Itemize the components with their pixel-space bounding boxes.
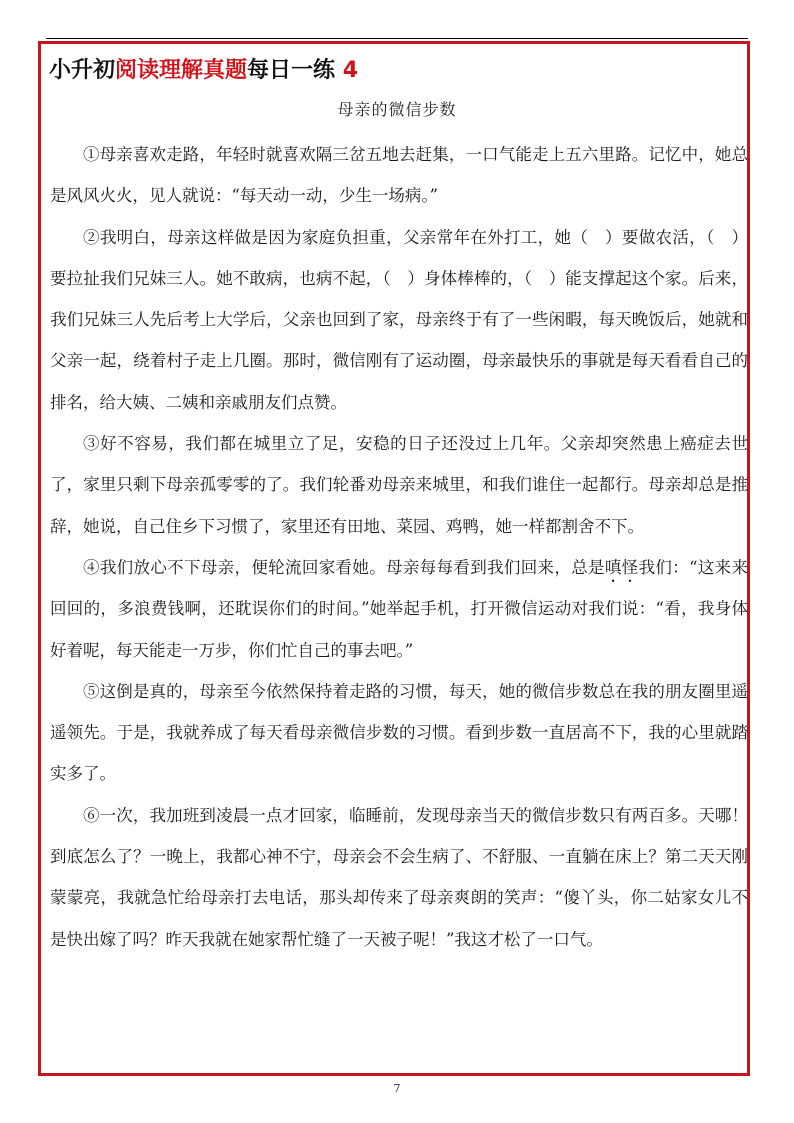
page-number: 7	[393, 1082, 401, 1095]
header-part-2: 阅读理解真题	[115, 58, 248, 83]
paragraph-2: ②我明白，母亲这样做是因为家庭负担重，父亲常年在外打工，她（ ）要做农活，（ ）要拉扯我们兄妹三人。她不敢病，也病不起，（ ）身体棒棒的，（ ）能支撑起这个家。后来，我们兄妹三人先后考上大学后，父亲也回到了家，母亲终于有了一些闲暇，每天晚饭后，她就和父亲一起，绕着村子走上几圈。那时，微信刚有了运动圈，母亲最快乐的事就是每天看看自己的排名，给大姨、二姨和亲戚朋友们点赞。	[50, 227, 748, 412]
article-title: 母亲的微信步数	[337, 100, 457, 119]
paragraph-6: ⑥一次，我加班到凌晨一点才回家，临睡前，发现母亲当天的微信步数只有两百多。天哪！到底怎么了？一晚上，我都心神不宁，母亲会不会生病了、不舒服、一直躺在床上？第二天天刚蒙蒙亮，我就急忙给母亲打去电话，那头却传来了母亲爽朗的笑声：“傻丫头，你二姑家女儿不是快出嫁了吗？昨天我就在她家帮忙缝了一天被子呢！”我这才松了一口气。	[50, 805, 748, 949]
paragraph-3: ③好不容易，我们都在城里立了足，安稳的日子还没过上几年。父亲却突然患上癌症去世了，家里只剩下母亲孤零零的了。我们轮番劝母亲来城里，和我们谁住一起都行。母亲却总是推辞，她说，自己住乡下习惯了，家里还有田地、菜园、鸡鸭，她一样都割舍不下。	[50, 434, 748, 536]
header-part-1: 小升初	[49, 58, 116, 83]
paragraph-4	[50, 547, 748, 671]
header-title	[49, 54, 358, 88]
paragraph-4-part-c: 我们：“这来来回回的，多浪费钱啊，还耽误你们的时间。”她举起手机，打开微信运动对我们说：“看，我身体好着呢，每天能走一万步，你们忙自己的事去吧。”	[50, 557, 749, 660]
paragraph-1: ①母亲喜欢走路，年轻时就喜欢隔三岔五地去赶集，一口气能走上五六里路。记忆中，她总是风风火火，见人就说：“每天动一动，少生一场病。”	[50, 145, 748, 206]
header-part-4: 4	[335, 58, 359, 83]
paragraph-4-part-a: ④我们放心不下母亲，便轮流回家看她。母亲每每看到我们回来，总是	[83, 557, 605, 577]
emphasized-word: 嗔怪	[604, 557, 639, 577]
top-rule	[46, 38, 748, 39]
paragraph-5: ⑤这倒是真的，母亲至今依然保持着走路的习惯，每天，她的微信步数总在我的朋友圈里遥遥领先。于是，我就养成了每天看母亲微信步数的习惯。看到步数一直居高不下，我的心里就踏实多了。	[50, 681, 748, 784]
header-part-3: 每日一练	[247, 58, 336, 83]
article-body	[50, 134, 748, 960]
